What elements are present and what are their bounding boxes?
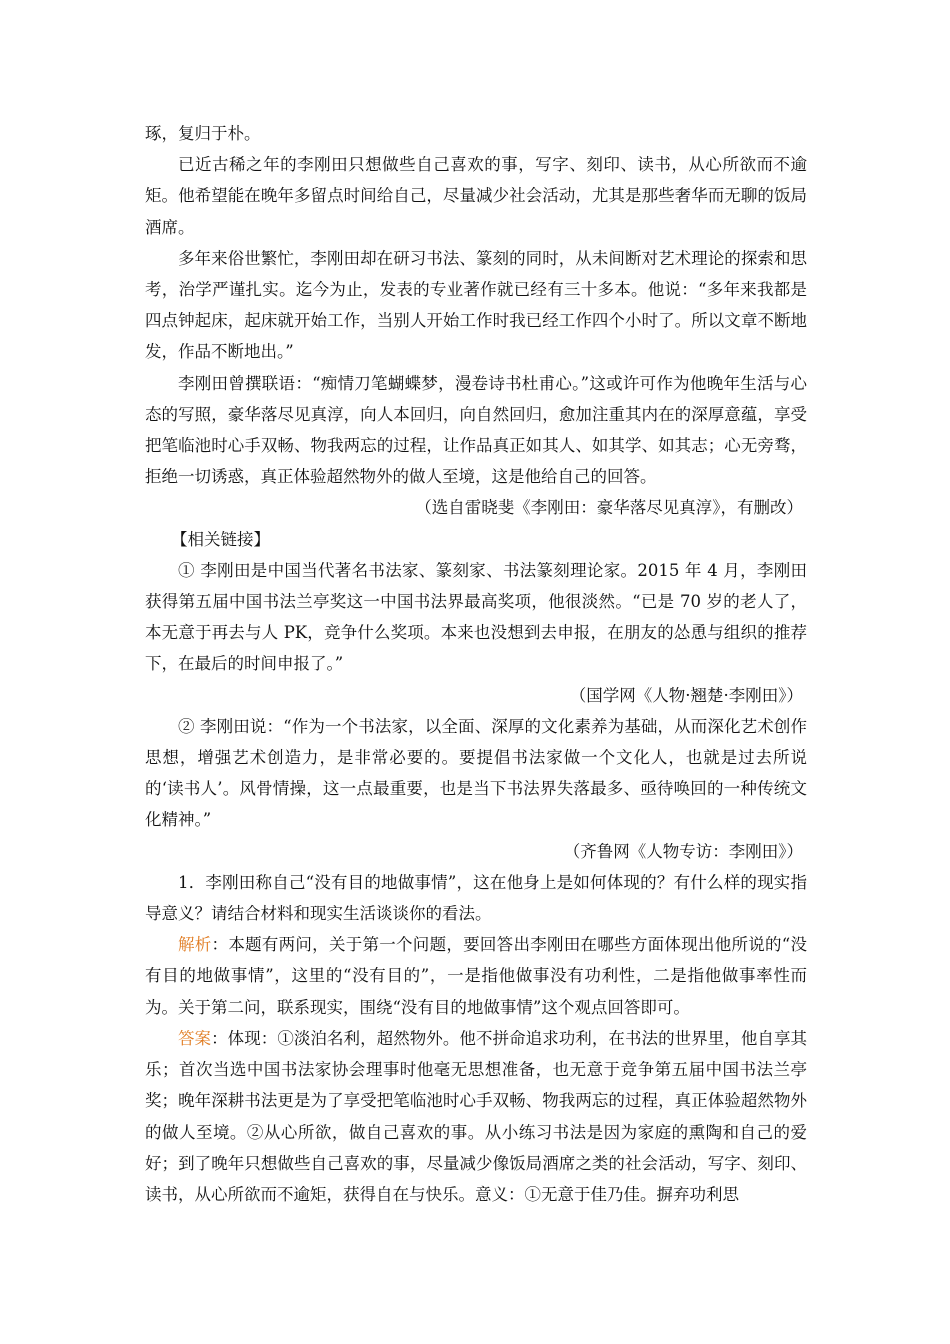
document-page — [145, 118, 807, 1210]
paragraph-1: 已近古稀之年的李刚田只想做些自己喜欢的事，写字、刻印、读书，从心所欲而不逾矩。他希望能在晚年多留点时间给自己，尽量减少社会活动，尤其是那些奢华而无聊的饭局酒席。 — [145, 155, 807, 237]
related-links-heading: 【相关链接】 — [171, 529, 270, 549]
paragraph-0: 琢，复归于朴。 — [145, 124, 261, 143]
paragraph-2: 多年来俗世繁忙，李刚田却在研习书法、篆刻的同时，从未间断对艺术理论的探索和思考，治学严谨扎实。迄今为止，发表的专业著作就已经有三十多本。他说：“多年来我都是四点钟起床，起床就开始工作，当别人开始工作时我已经工作四个小时了。所以文章不断地发，作品不断地出。” — [145, 248, 807, 362]
answer-paragraph — [145, 1023, 807, 1210]
question-1: 1．李刚田称自己“没有目的地做事情”，这在他身上是如何体现的？有什么样的现实指导意义？请结合材料和现实生活谈谈你的看法。 — [145, 872, 807, 924]
related-link-2: ② 李刚田说：“作为一个书法家，以全面、深厚的文化素养为基础，从而深化艺术创作思想，增强艺术创造力，是非常必要的。要提倡书法家做一个文化人，也就是过去所说的‘读书人’。风骨情操，这一点最重要，也是当下书法界失落最多、亟待唤回的一种传统文化精神。” — [145, 716, 807, 830]
related-link-2-source: （齐鲁网《人物专访：李刚田》） — [563, 841, 803, 861]
answer-label: 答案 — [178, 1028, 212, 1048]
paragraph-3: 李刚田曾撰联语：“痴情刀笔蝴蝶梦，漫卷诗书杜甫心。”这或许可作为他晚年生活与心态的写照，豪华落尽见真淳，向人本回归，向自然回归，愈加注重其内在的深厚意蕴，享受把笔临池时心手双畅、物我两忘的过程，让作品真正如其人、如其学、如其志；心无旁骛，拒绝一切诱惑，真正体验超然物外的做人至境，这是他给自己的回答。 — [145, 373, 807, 487]
analysis-paragraph — [145, 929, 807, 1023]
related-link-1: ① 李刚田是中国当代著名书法家、篆刻家、书法篆刻理论家。2015 年 4 月，李刚田获得第五届中国书法兰亭奖这一中国书法界最高奖项，他很淡然。“已是 70 岁的老人了，本无意于再去与人 PK，竞争什么奖项。本来也没想到去申报，在朋友的怂恿与组织的推荐下，在最后的时间申报了。” — [145, 560, 807, 674]
answer-text: ：体现：①淡泊名利，超然物外。他不拼命追求功利，在书法的世界里，他自享其乐；首次当选中国书法家协会理事时他毫无思想准备，也无意于竞争第五届中国书法兰亭奖；晚年深耕书法更是为了享受把笔临池时心手双畅、物我两忘的过程，真正体验超然物外的做人至境。②从心所欲，做自己喜欢的事。从小练习书法是因为家庭的熏陶和自己的爱好；到了晚年只想做些自己喜欢的事，尽量减少像饭局酒席之类的社会活动，写字、刻印、读书，从心所欲而不逾矩，获得自在与快乐。意义：①无意于佳乃佳。摒弃功利思 — [145, 1028, 808, 1204]
analysis-text: ：本题有两问，关于第一个问题，要回答出李刚田在哪些方面体现出他所说的“没有目的地做事情”，这里的“没有目的”，一是指他做事没有功利性，二是指他做事率性而为。关于第二问，联系现实，围绕“没有目的地做事情”这个观点回答即可。 — [145, 935, 808, 1017]
related-link-1-source: （国学网《人物·翘楚·李刚田》） — [569, 685, 803, 705]
analysis-label: 解析 — [178, 935, 212, 955]
main-source-citation: （选自雷晓斐《李刚田：豪华落尽见真淳》，有删改） — [415, 498, 803, 518]
